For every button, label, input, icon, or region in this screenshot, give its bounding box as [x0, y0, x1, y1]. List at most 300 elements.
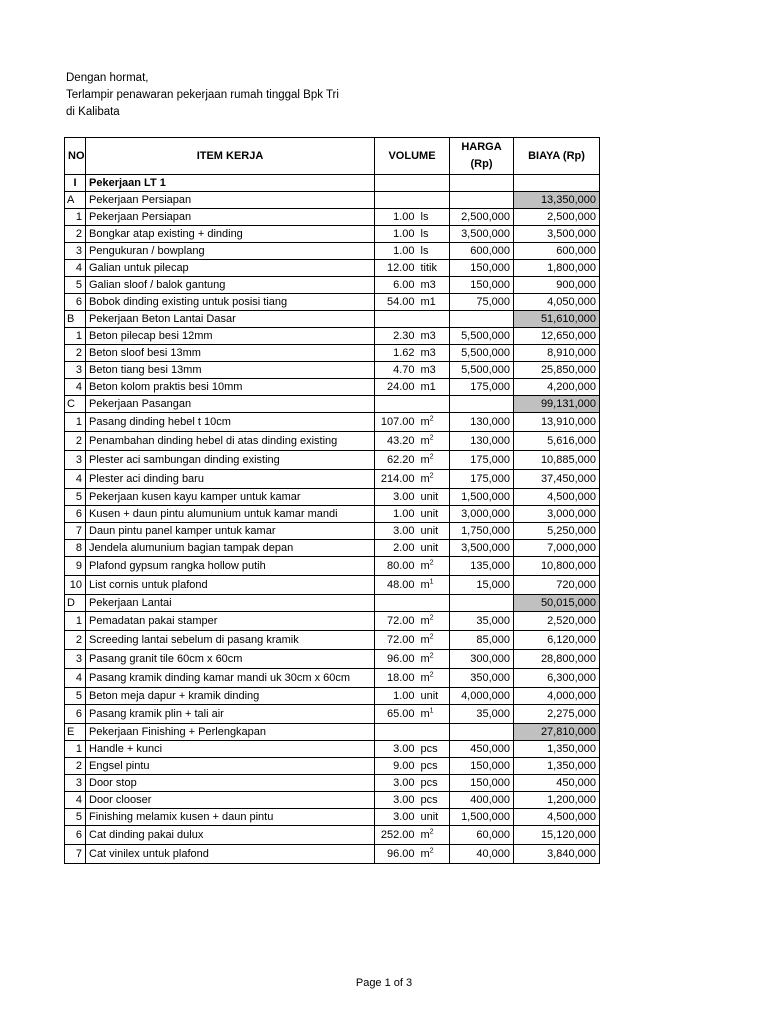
row-unit [418, 775, 450, 792]
row-unit [418, 432, 450, 451]
row-volume: 3.00 [375, 809, 418, 826]
row-no: 2 [65, 226, 86, 243]
table-row [65, 209, 600, 226]
row-unit [418, 595, 450, 612]
row-unit [418, 362, 450, 379]
row-no: 3 [65, 362, 86, 379]
row-volume: 4.70 [375, 362, 418, 379]
row-volume: 72.00 [375, 612, 418, 631]
row-volume: 96.00 [375, 650, 418, 669]
row-no: 6 [65, 705, 86, 724]
row-no: 5 [65, 277, 86, 294]
unit-label: unit [420, 810, 439, 823]
row-volume: 72.00 [375, 631, 418, 650]
table-row [65, 379, 600, 396]
row-unit [418, 612, 450, 631]
row-item: Finishing melamix kusen + daun pintu [86, 809, 375, 826]
group-row [65, 192, 600, 209]
table-row [65, 809, 600, 826]
row-harga: 300,000 [450, 650, 514, 669]
row-no: 3 [65, 775, 86, 792]
row-volume: 48.00 [375, 576, 418, 595]
unit-label: pcs [420, 793, 438, 806]
unit-exponent: 2 [429, 452, 434, 460]
row-item: Beton sloof besi 13mm [86, 345, 375, 362]
row-no: B [65, 311, 86, 328]
row-item: Pekerjaan Persiapan [86, 209, 375, 226]
row-item: Pasang dinding hebel t 10cm [86, 413, 375, 432]
row-unit [418, 540, 450, 557]
unit-exponent: 2 [429, 846, 434, 854]
row-no: 2 [65, 345, 86, 362]
table-row [65, 576, 600, 595]
row-no: 1 [65, 741, 86, 758]
row-biaya: 1,800,000 [514, 260, 600, 277]
row-biaya: 28,800,000 [514, 650, 600, 669]
unit-exponent: 1 [429, 706, 434, 714]
row-harga: 150,000 [450, 758, 514, 775]
unit-label: m [420, 614, 430, 627]
table-row [65, 631, 600, 650]
row-no: 2 [65, 631, 86, 650]
unit-label: unit [420, 507, 439, 520]
row-item: Penambahan dinding hebel di atas dinding existing [86, 432, 375, 451]
row-biaya: 6,120,000 [514, 631, 600, 650]
row-item: Pasang granit tile 60cm x 60cm [86, 650, 375, 669]
row-item: Pekerjaan Beton Lantai Dasar [86, 311, 375, 328]
row-volume: 80.00 [375, 557, 418, 576]
row-item: List cornis untuk plafond [86, 576, 375, 595]
row-no: 5 [65, 489, 86, 506]
row-harga: 350,000 [450, 669, 514, 688]
row-no: 6 [65, 506, 86, 523]
row-no: 3 [65, 243, 86, 260]
row-volume: 9.00 [375, 758, 418, 775]
table-row [65, 845, 600, 864]
header-harga-line-2: (Rp) [470, 158, 493, 170]
row-harga: 60,000 [450, 826, 514, 845]
row-biaya: 8,910,000 [514, 345, 600, 362]
row-unit [418, 826, 450, 845]
row-biaya: 4,500,000 [514, 809, 600, 826]
row-no: 4 [65, 470, 86, 489]
table-row [65, 294, 600, 311]
row-item: Cat dinding pakai dulux [86, 826, 375, 845]
row-volume [375, 192, 418, 209]
row-biaya: 3,840,000 [514, 845, 600, 864]
row-item: Handle + kunci [86, 741, 375, 758]
row-item: Door clooser [86, 792, 375, 809]
unit-label: ls [420, 227, 429, 240]
row-no: 5 [65, 809, 86, 826]
row-biaya: 2,520,000 [514, 612, 600, 631]
header-item: ITEM KERJA [86, 138, 375, 175]
section-row [65, 175, 600, 192]
table-row [65, 688, 600, 705]
row-volume: 65.00 [375, 705, 418, 724]
unit-label: m [420, 472, 430, 485]
row-harga: 40,000 [450, 845, 514, 864]
row-unit [418, 328, 450, 345]
header-biaya: BIAYA (Rp) [514, 138, 600, 175]
row-harga: 600,000 [450, 243, 514, 260]
row-no: 3 [65, 451, 86, 470]
row-unit [418, 669, 450, 688]
unit-label: m3 [420, 363, 436, 376]
row-biaya: 15,120,000 [514, 826, 600, 845]
group-subtotal: 50,015,000 [514, 595, 600, 612]
row-no: 4 [65, 792, 86, 809]
row-item: Pekerjaan kusen kayu kamper untuk kamar [86, 489, 375, 506]
group-row [65, 595, 600, 612]
row-no: 1 [65, 328, 86, 345]
row-harga: 5,500,000 [450, 362, 514, 379]
row-volume: 3.00 [375, 741, 418, 758]
row-unit [418, 557, 450, 576]
row-biaya: 6,300,000 [514, 669, 600, 688]
unit-label: m1 [420, 380, 436, 393]
row-unit [418, 792, 450, 809]
row-harga: 1,750,000 [450, 523, 514, 540]
row-item: Galian sloof / balok gantung [86, 277, 375, 294]
row-harga: 75,000 [450, 294, 514, 311]
intro-line-2: di Kalibata [66, 106, 120, 118]
row-no: 4 [65, 379, 86, 396]
row-harga: 175,000 [450, 470, 514, 489]
row-harga: 135,000 [450, 557, 514, 576]
row-biaya: 3,000,000 [514, 506, 600, 523]
row-unit [418, 705, 450, 724]
row-unit [418, 451, 450, 470]
table-row [65, 362, 600, 379]
row-volume: 18.00 [375, 669, 418, 688]
row-no: 1 [65, 413, 86, 432]
row-harga: 3,500,000 [450, 226, 514, 243]
row-item: Plester aci dinding baru [86, 470, 375, 489]
unit-label: m [420, 434, 430, 447]
row-biaya: 4,200,000 [514, 379, 600, 396]
row-harga [450, 724, 514, 741]
row-item: Beton kolom praktis besi 10mm [86, 379, 375, 396]
row-unit [418, 243, 450, 260]
row-unit [418, 345, 450, 362]
row-item: Pekerjaan Persiapan [86, 192, 375, 209]
row-unit [418, 758, 450, 775]
row-biaya: 4,050,000 [514, 294, 600, 311]
row-biaya: 4,500,000 [514, 489, 600, 506]
row-harga: 1,500,000 [450, 489, 514, 506]
row-biaya: 25,850,000 [514, 362, 600, 379]
unit-exponent: 2 [429, 632, 434, 640]
row-item: Cat vinilex untuk plafond [86, 845, 375, 864]
row-no: 5 [65, 688, 86, 705]
group-row [65, 396, 600, 413]
row-volume [375, 175, 418, 192]
row-no: 7 [65, 845, 86, 864]
table-row [65, 489, 600, 506]
row-unit [418, 506, 450, 523]
header-harga-line-1: HARGA [461, 141, 502, 153]
unit-label: m [420, 652, 430, 665]
table-row [65, 226, 600, 243]
row-harga: 35,000 [450, 612, 514, 631]
row-no: D [65, 595, 86, 612]
unit-label: m [420, 453, 430, 466]
row-volume: 1.00 [375, 688, 418, 705]
unit-exponent: 1 [429, 577, 434, 585]
row-volume: 3.00 [375, 523, 418, 540]
unit-exponent: 2 [429, 471, 434, 479]
row-no: 4 [65, 260, 86, 277]
table-row [65, 243, 600, 260]
table-row [65, 775, 600, 792]
row-volume: 2.00 [375, 540, 418, 557]
unit-label: m3 [420, 278, 436, 291]
unit-exponent: 2 [429, 827, 434, 835]
row-no: 6 [65, 294, 86, 311]
header-volume: VOLUME [375, 138, 450, 175]
row-no: E [65, 724, 86, 741]
row-no: 8 [65, 540, 86, 557]
group-row [65, 311, 600, 328]
row-volume: 12.00 [375, 260, 418, 277]
row-item: Jendela alumunium bagian tampak depan [86, 540, 375, 557]
row-unit [418, 192, 450, 209]
table-row [65, 451, 600, 470]
row-harga: 2,500,000 [450, 209, 514, 226]
row-harga: 450,000 [450, 741, 514, 758]
row-harga [450, 175, 514, 192]
row-item: Bongkar atap existing + dinding [86, 226, 375, 243]
table-row [65, 758, 600, 775]
unit-label: m [420, 828, 430, 841]
row-no: 4 [65, 669, 86, 688]
row-harga: 85,000 [450, 631, 514, 650]
row-item: Pemadatan pakai stamper [86, 612, 375, 631]
row-harga: 400,000 [450, 792, 514, 809]
row-biaya: 37,450,000 [514, 470, 600, 489]
row-no: I [65, 175, 86, 192]
row-unit [418, 226, 450, 243]
row-unit [418, 413, 450, 432]
row-biaya: 900,000 [514, 277, 600, 294]
row-item: Beton meja dapur + kramik dinding [86, 688, 375, 705]
row-no: 6 [65, 826, 86, 845]
row-biaya: 10,800,000 [514, 557, 600, 576]
header-harga [450, 138, 514, 175]
unit-label: unit [420, 541, 439, 554]
unit-label: m [420, 671, 430, 684]
row-harga: 3,000,000 [450, 506, 514, 523]
unit-label: m1 [420, 295, 436, 308]
row-biaya: 5,250,000 [514, 523, 600, 540]
row-no: A [65, 192, 86, 209]
row-no: C [65, 396, 86, 413]
row-item: Pekerjaan Lantai [86, 595, 375, 612]
unit-label: pcs [420, 742, 438, 755]
unit-label: m [420, 707, 430, 720]
row-unit [418, 209, 450, 226]
row-unit [418, 809, 450, 826]
row-harga: 175,000 [450, 379, 514, 396]
row-volume [375, 595, 418, 612]
row-biaya [514, 175, 600, 192]
unit-exponent: 2 [429, 651, 434, 659]
unit-exponent: 2 [429, 670, 434, 678]
table-row [65, 741, 600, 758]
row-unit [418, 489, 450, 506]
unit-label: m [420, 578, 430, 591]
row-biaya: 12,650,000 [514, 328, 600, 345]
table-row [65, 669, 600, 688]
unit-label: m3 [420, 329, 436, 342]
table-row [65, 540, 600, 557]
row-item: Pekerjaan LT 1 [86, 175, 375, 192]
row-biaya: 1,350,000 [514, 758, 600, 775]
row-harga [450, 192, 514, 209]
row-volume [375, 724, 418, 741]
row-harga [450, 595, 514, 612]
unit-exponent: 2 [429, 613, 434, 621]
row-unit [418, 294, 450, 311]
unit-label: m3 [420, 346, 436, 359]
row-unit [418, 260, 450, 277]
row-volume: 3.00 [375, 489, 418, 506]
row-no: 3 [65, 650, 86, 669]
group-subtotal: 99,131,000 [514, 396, 600, 413]
row-item: Galian untuk pilecap [86, 260, 375, 277]
row-unit [418, 650, 450, 669]
unit-label: unit [420, 524, 439, 537]
row-volume: 1.00 [375, 506, 418, 523]
row-volume: 107.00 [375, 413, 418, 432]
row-no: 9 [65, 557, 86, 576]
table-row [65, 506, 600, 523]
row-biaya: 600,000 [514, 243, 600, 260]
row-harga [450, 311, 514, 328]
header-no: NO [65, 138, 86, 175]
row-volume: 1.62 [375, 345, 418, 362]
row-biaya: 2,275,000 [514, 705, 600, 724]
row-volume: 3.00 [375, 775, 418, 792]
row-no: 10 [65, 576, 86, 595]
row-item: Plafond gypsum rangka hollow putih [86, 557, 375, 576]
row-item: Daun pintu panel kamper untuk kamar [86, 523, 375, 540]
row-no: 7 [65, 523, 86, 540]
table-row [65, 792, 600, 809]
row-no: 2 [65, 758, 86, 775]
row-biaya: 5,616,000 [514, 432, 600, 451]
row-harga [450, 396, 514, 413]
page-footer: Page 1 of 3 [355, 977, 413, 989]
row-biaya: 1,200,000 [514, 792, 600, 809]
row-volume: 252.00 [375, 826, 418, 845]
row-harga: 15,000 [450, 576, 514, 595]
row-item: Beton tiang besi 13mm [86, 362, 375, 379]
row-biaya: 10,885,000 [514, 451, 600, 470]
row-item: Beton pilecap besi 12mm [86, 328, 375, 345]
row-volume: 214.00 [375, 470, 418, 489]
row-item: Engsel pintu [86, 758, 375, 775]
row-biaya: 720,000 [514, 576, 600, 595]
unit-label: titik [420, 261, 437, 274]
row-item: Kusen + daun pintu alumunium untuk kamar mandi [86, 506, 375, 523]
table-row [65, 345, 600, 362]
table-row [65, 612, 600, 631]
row-unit [418, 470, 450, 489]
row-volume: 1.00 [375, 243, 418, 260]
table-row [65, 277, 600, 294]
row-harga: 4,000,000 [450, 688, 514, 705]
row-unit [418, 688, 450, 705]
cost-estimate-table [64, 137, 600, 864]
row-biaya: 3,500,000 [514, 226, 600, 243]
row-harga: 3,500,000 [450, 540, 514, 557]
group-subtotal: 27,810,000 [514, 724, 600, 741]
row-volume [375, 311, 418, 328]
row-biaya: 7,000,000 [514, 540, 600, 557]
row-unit [418, 631, 450, 650]
unit-exponent: 2 [429, 414, 434, 422]
table-row [65, 705, 600, 724]
row-volume: 1.00 [375, 226, 418, 243]
row-item: Door stop [86, 775, 375, 792]
row-volume: 54.00 [375, 294, 418, 311]
row-no: 1 [65, 612, 86, 631]
row-biaya: 2,500,000 [514, 209, 600, 226]
unit-label: m [420, 633, 430, 646]
row-unit [418, 311, 450, 328]
row-biaya: 450,000 [514, 775, 600, 792]
row-harga: 130,000 [450, 413, 514, 432]
row-unit [418, 396, 450, 413]
table-row [65, 432, 600, 451]
table-body [65, 175, 600, 864]
row-item: Pasang kramik dinding kamar mandi uk 30cm x 60cm [86, 669, 375, 688]
group-row [65, 724, 600, 741]
unit-label: unit [420, 490, 439, 503]
unit-exponent: 2 [429, 433, 434, 441]
unit-label: ls [420, 210, 429, 223]
row-volume: 96.00 [375, 845, 418, 864]
row-harga: 150,000 [450, 260, 514, 277]
table-row [65, 557, 600, 576]
unit-label: m [420, 559, 430, 572]
row-unit [418, 175, 450, 192]
row-volume: 2.30 [375, 328, 418, 345]
row-unit [418, 576, 450, 595]
row-harga: 5,500,000 [450, 328, 514, 345]
row-biaya: 13,910,000 [514, 413, 600, 432]
row-item: Plester aci sambungan dinding existing [86, 451, 375, 470]
unit-label: pcs [420, 759, 438, 772]
row-harga: 150,000 [450, 775, 514, 792]
table-row [65, 328, 600, 345]
row-biaya: 4,000,000 [514, 688, 600, 705]
row-item: Pekerjaan Pasangan [86, 396, 375, 413]
row-volume: 1.00 [375, 209, 418, 226]
row-unit [418, 741, 450, 758]
row-harga: 5,500,000 [450, 345, 514, 362]
row-biaya: 1,350,000 [514, 741, 600, 758]
row-no: 1 [65, 209, 86, 226]
row-harga: 1,500,000 [450, 809, 514, 826]
row-volume: 3.00 [375, 792, 418, 809]
row-harga: 150,000 [450, 277, 514, 294]
row-item: Pekerjaan Finishing + Perlengkapan [86, 724, 375, 741]
row-item: Pengukuran / bowplang [86, 243, 375, 260]
table-row [65, 523, 600, 540]
